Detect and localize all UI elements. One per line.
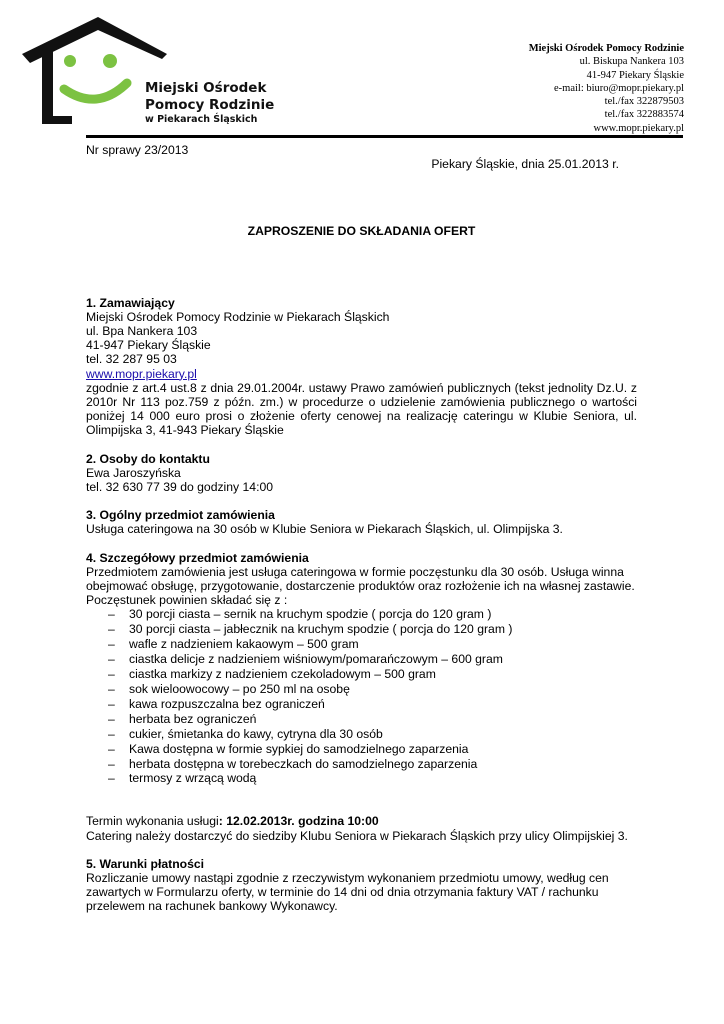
smile-eye-right xyxy=(103,54,117,68)
contact-phone: tel. 32 630 77 39 do godziny 14:00 xyxy=(86,480,274,495)
header-city: 41-947 Piekary Śląskie xyxy=(586,69,684,81)
place-date: Piekary Śląskie, dnia 25.01.2013 r. xyxy=(431,157,619,172)
header-telfax-1: tel./fax 322879503 xyxy=(604,96,684,108)
section-3-body: Usługa cateringowa na 30 osób w Klubie Seniora w Piekarach Śląskich, ul. Olimpijska 3. xyxy=(86,522,563,537)
section-1-heading: 1. Zamawiający xyxy=(86,295,175,310)
ordering-party-line: 41-947 Piekary Śląskie xyxy=(86,338,211,353)
delivery-note: Catering należy dostarczyć do siedziby Klubu Seniora w Piekarach Śląskich przy ulicy Olimpijskiej 3. xyxy=(86,828,628,843)
case-number: Nr sprawy 23/2013 xyxy=(86,143,189,157)
header-divider xyxy=(86,135,683,138)
header-street: ul. Biskupa Nankera 103 xyxy=(579,56,684,68)
logo-line-2: Pomocy Rodzinie xyxy=(145,97,275,113)
list-item: – wafle z nadzieniem kakaowym – 500 gram xyxy=(86,637,637,652)
list-item: – ciastka delicje z nadzieniem wiśniowym/pomarańczowym – 600 gram xyxy=(86,652,637,667)
deadline-label: Termin wykonania usługi xyxy=(86,814,219,829)
house-wall xyxy=(42,50,53,124)
list-item: – herbata dostępna w torebeczkach do samodzielnego zaparzenia xyxy=(86,757,637,772)
section-5-heading: 5. Warunki płatności xyxy=(86,856,205,871)
smile-eye-left xyxy=(64,55,76,67)
list-item: – 30 porcji ciasta – sernik na kruchym spodzie ( porcja do 120 gram ) xyxy=(86,607,637,622)
section-4-body: Przedmiotem zamówienia jest usługa cateringowa w formie poczęstunku dla 30 osób. Usługa winna obejmować obsługę, przygotowanie, dostarczenie produktów oraz rozłożenie ich na własnej zastawie. Poczęstunek powinien składać się z : xyxy=(86,564,635,608)
section-4-heading: 4. Szczegółowy przedmiot zamówienia xyxy=(86,550,309,565)
ordering-party-line: tel. 32 287 95 03 xyxy=(86,352,177,367)
list-item: – termosy z wrzącą wodą xyxy=(86,771,637,786)
header-org: Miejski Ośrodek Pomocy Rodzinie xyxy=(528,43,684,54)
logo-line-1: Miejski Ośrodek xyxy=(145,80,267,96)
ordering-party-line: Miejski Ośrodek Pomocy Rodzinie w Piekarach Śląskich xyxy=(86,309,390,324)
section-1-body: zgodnie z art.4 ust.8 z dnia 29.01.2004r. ustawy Prawo zamówień publicznych (tekst jednolity Dz.U. z 2010r Nr 113 poz.759 z późn. zm.) w procedurze o udzielenie zamówienia publicznego o wartości poniżej 14 000 euro prosi o złożenie oferty cenowej na realizację cateringu w Klubie Seniora, ul. Olimpijska 3, 41-943 Piekary Śląskie xyxy=(86,380,637,438)
section-2-heading: 2. Osoby do kontaktu xyxy=(86,451,210,466)
document-body xyxy=(86,143,637,914)
list-item: – Kawa dostępna w formie sypkiej do samodzielnego zaparzenia xyxy=(86,742,637,757)
list-item: – ciastka markizy z nadzieniem czekoladowym – 500 gram xyxy=(86,667,637,682)
website-link[interactable]: www.mopr.piekary.pl xyxy=(86,366,197,381)
header-email: e-mail: biuro@mopr.piekary.pl xyxy=(554,82,684,94)
section-5-body: Rozliczanie umowy nastąpi zgodnie z rzeczywistym wykonaniem przedmiotu umowy, według cen zawartych w Formularzu oferty, w terminie do 14 dni od dnia otrzymania faktury VAT / rachunku przelewem na rachunek bankowy Wykonawcy. xyxy=(86,870,609,914)
deadline-value: : 12.02.2013r. godzina 10:00 xyxy=(218,814,379,829)
list-item: – 30 porcji ciasta – jabłecznik na kruchym spodzie ( porcja do 120 gram ) xyxy=(86,622,637,637)
section-3-heading: 3. Ogólny przedmiot zamówienia xyxy=(86,508,275,523)
smile-mouth xyxy=(64,83,127,99)
list-item: – sok wieloowocowy – po 250 ml na osobę xyxy=(86,682,637,697)
service-deadline xyxy=(86,814,637,828)
logo-line-3: w Piekarach Śląskich xyxy=(145,114,258,125)
logo xyxy=(22,17,275,127)
catering-items-list xyxy=(86,607,637,786)
header-telfax-2: tel./fax 322883574 xyxy=(604,109,684,121)
contact-person: Ewa Jaroszyńska xyxy=(86,465,181,480)
document-title: ZAPROSZENIE DO SKŁADANIA OFERT xyxy=(247,224,476,239)
house-floor xyxy=(42,116,72,124)
ordering-party-line: ul. Bpa Nankera 103 xyxy=(86,324,198,339)
list-item: – kawa rozpuszczalna bez ograniczeń xyxy=(86,697,637,712)
list-item: – cukier, śmietanka do kawy, cytryna dla 30 osób xyxy=(86,727,637,742)
header-www: www.mopr.piekary.pl xyxy=(593,122,684,134)
header-contact xyxy=(529,42,684,135)
list-item: – herbata bez ograniczeń xyxy=(86,712,637,727)
